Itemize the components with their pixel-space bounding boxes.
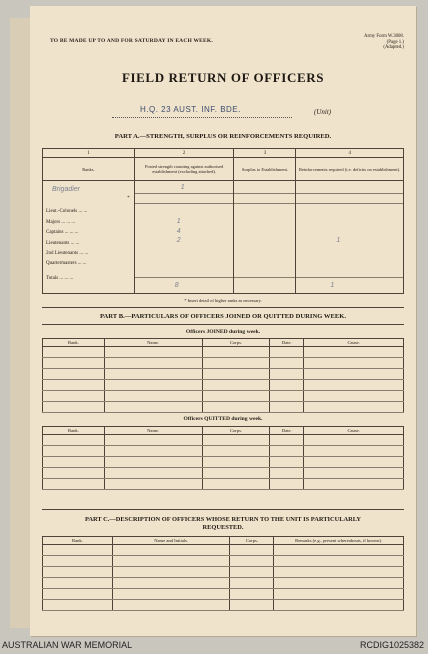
partc-col-remarks: Remarks (e.g., present whereabouts, if known). bbox=[274, 537, 404, 545]
posted-brigadier: 1 bbox=[180, 184, 185, 191]
rank-totals: Totals ... ... ... bbox=[46, 275, 74, 281]
table-row bbox=[43, 457, 404, 468]
quitted-title: Officers QUITTED during week. bbox=[183, 416, 263, 422]
table-row bbox=[43, 468, 404, 479]
table-row bbox=[43, 567, 404, 578]
posted-captains: 4 bbox=[176, 228, 181, 235]
form-sheet bbox=[30, 6, 416, 636]
rank-star: * bbox=[127, 196, 130, 201]
joined-col-corps: Corps. bbox=[202, 339, 270, 347]
posted-column bbox=[134, 181, 234, 294]
ranks-column bbox=[43, 181, 135, 294]
part-a-table bbox=[42, 148, 404, 294]
unit-field-label: (Unit) bbox=[314, 108, 332, 116]
col-number-4: 4 bbox=[296, 149, 404, 158]
partc-col-rank: Rank. bbox=[43, 537, 113, 545]
joined-col-name: Name. bbox=[104, 339, 202, 347]
col-number-3: 3 bbox=[234, 149, 296, 158]
table-row bbox=[43, 347, 404, 358]
reinf-lieutenants: 1 bbox=[336, 237, 341, 244]
army-form-adapted: (Adapted.) bbox=[383, 45, 404, 50]
part-c-table bbox=[42, 536, 404, 611]
joined-col-cause: Cause. bbox=[304, 339, 404, 347]
rank-majors: Majors ... ... ... bbox=[46, 219, 76, 225]
table-row bbox=[43, 446, 404, 457]
table-row bbox=[43, 578, 404, 589]
reinforcements-column bbox=[296, 181, 404, 294]
quitted-col-rank: Rank. bbox=[43, 427, 105, 435]
army-form-number: Army Form W.3008. bbox=[364, 34, 404, 39]
part-a-footnote: * Insert detail of higher ranks as necessary. bbox=[184, 298, 262, 303]
army-form-page: (Page 1.) bbox=[386, 39, 404, 45]
footer-record-id: RCDIG1025382 bbox=[359, 640, 424, 650]
posted-majors: 1 bbox=[176, 218, 181, 225]
divider-b-top bbox=[42, 324, 404, 325]
footer-credit: AUSTRALIAN WAR MEMORIAL bbox=[2, 640, 133, 650]
rank-captains: Captains ... ... ... bbox=[46, 230, 79, 236]
rank-lieut-colonels: Lieut.-Colonels ... ... bbox=[46, 209, 88, 215]
joined-table bbox=[42, 338, 404, 413]
table-row bbox=[43, 545, 404, 556]
col-header-reinforcements: Reinforcements required (i.e. deficits on establishment). bbox=[296, 158, 404, 181]
part-a-title: PART A.—STRENGTH, SURPLUS OR REINFORCEMENTS REQUIRED. bbox=[114, 133, 332, 140]
table-row bbox=[43, 402, 404, 413]
table-row bbox=[43, 391, 404, 402]
posted-lieutenants: 2 bbox=[176, 237, 181, 244]
table-row bbox=[43, 369, 404, 380]
rank-handwritten-brigadier: Brigadier bbox=[52, 186, 81, 193]
back-page-edge bbox=[10, 18, 32, 628]
quitted-col-corps: Corps. bbox=[202, 427, 270, 435]
col-number-2: 2 bbox=[134, 149, 234, 158]
weekly-note: TO BE MADE UP TO AND FOR SATURDAY IN EACH WEEK. bbox=[50, 38, 213, 44]
quitted-table bbox=[42, 426, 404, 490]
rank-quartermasters: Quartermasters ... ... bbox=[46, 261, 87, 267]
reinf-totals: 1 bbox=[330, 282, 335, 289]
col-header-surplus: Surplus to Establishment. bbox=[234, 158, 296, 181]
divider-a-b bbox=[42, 307, 404, 308]
col-number-1: 1 bbox=[43, 149, 135, 158]
col-header-posted: Posted strength counting against authorised establishment (excluding attached). bbox=[134, 158, 234, 181]
surplus-column bbox=[234, 181, 296, 294]
form-title: FIELD RETURN OF OFFICERS bbox=[121, 70, 325, 85]
quitted-col-date: Date. bbox=[270, 427, 304, 435]
divider-b-c bbox=[42, 509, 404, 510]
table-row bbox=[43, 435, 404, 446]
table-row bbox=[43, 600, 404, 611]
table-row bbox=[43, 589, 404, 600]
partc-col-corps: Corps. bbox=[230, 537, 274, 545]
col-header-ranks: Ranks. bbox=[43, 158, 135, 181]
table-row bbox=[43, 479, 404, 490]
rank-lieutenants: Lieutenants ... ... bbox=[46, 240, 80, 246]
part-c-title: PART C.—DESCRIPTION OF OFFICERS WHOSE RETURN TO THE UNIT IS PARTICULARLY REQUESTED. bbox=[84, 516, 361, 531]
posted-totals: 8 bbox=[174, 282, 179, 289]
table-row bbox=[43, 358, 404, 369]
unit-field-value: H.Q. 23 AUST. INF. BDE. bbox=[140, 105, 241, 114]
rank-2nd-lieutenants: 2nd Lieutenants ... ... bbox=[46, 251, 89, 257]
table-row bbox=[43, 556, 404, 567]
joined-col-date: Date. bbox=[270, 339, 304, 347]
part-b-title: PART B.—PARTICULARS OF OFFICERS JOINED OR QUITTED DURING WEEK. bbox=[99, 313, 347, 320]
army-form-ref bbox=[364, 34, 404, 51]
joined-col-rank: Rank. bbox=[43, 339, 105, 347]
quitted-col-name: Name. bbox=[104, 427, 202, 435]
quitted-col-cause: Cause. bbox=[304, 427, 404, 435]
partc-col-name: Name and Initials. bbox=[112, 537, 230, 545]
joined-title: Officers JOINED during week. bbox=[185, 329, 261, 335]
table-row bbox=[43, 380, 404, 391]
